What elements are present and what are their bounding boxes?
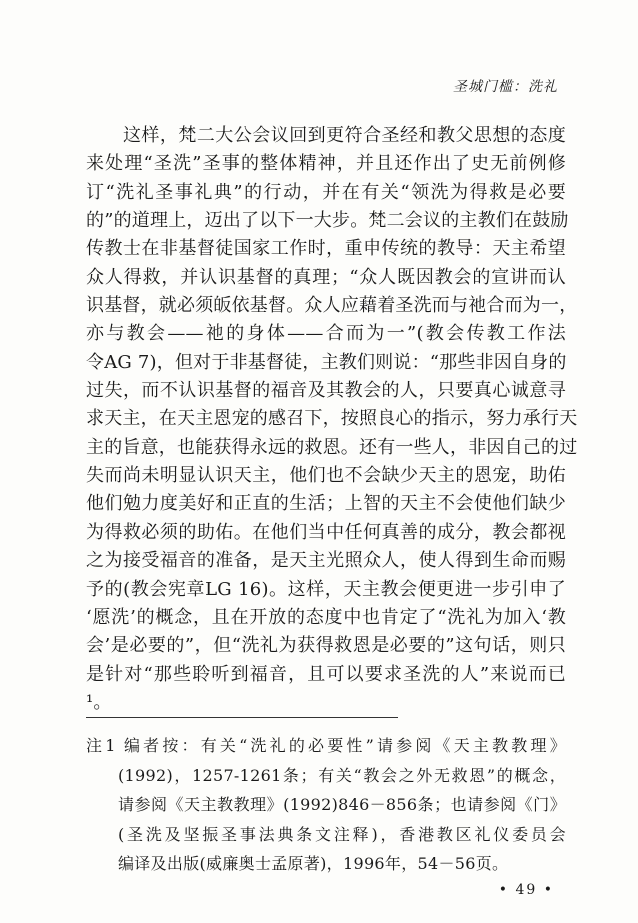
body-line: 识基督，就必须皈依基督。众人应藉着圣洗而与祂合而为一， bbox=[86, 295, 578, 317]
body-line: 之为接受福音的准备，是天主光照众人，使人得到生命而赐 bbox=[86, 550, 566, 572]
body-line: 这样，梵二大公会议回到更符合圣经和教父思想的态度 bbox=[86, 125, 566, 146]
running-head: 圣城门槛：洗礼 bbox=[453, 79, 558, 95]
footnote-divider bbox=[86, 717, 398, 718]
footnote-line: 请参阅《天主教教理》(1992)846－856条；也请参阅《门》 bbox=[118, 795, 566, 814]
body-line: 是针对“那些聆听到福音，且可以要求圣洗的人”来说而已 bbox=[86, 663, 566, 685]
body-line: ¹。 bbox=[86, 691, 112, 713]
body-line: 予的(教会宪章LG 16)。这样，天主教会便更进一步引申了 bbox=[86, 578, 566, 600]
body-line: 求天主，在天主恩宠的感召下，按照良心的指示，努力承行天 bbox=[86, 408, 578, 430]
footnote-line: 编译及出版(威廉奥士孟原著)，1996年，54－56页。 bbox=[118, 854, 509, 873]
page-number: • 49 • bbox=[498, 882, 554, 898]
body-line: 亦与教会——祂的身体——合而为一”(教会传教工作法 bbox=[86, 323, 566, 345]
body-line: 为得救必须的助佑。在他们当中任何真善的成分，教会都视 bbox=[86, 521, 566, 543]
footnote-line: (圣洗及坚振圣事法典条文注释)，香港教区礼仪委员会 bbox=[118, 824, 566, 844]
body-line: 传教士在非基督徒国家工作时，重申传统的教导：天主希望 bbox=[86, 238, 566, 260]
body-line: 令AG 7)，但对于非基督徒，主教们则说：“那些非因自身的 bbox=[86, 351, 567, 373]
body-line: 来处理“圣洗”圣事的整体精神，并且还作出了史无前例修 bbox=[86, 153, 566, 175]
body-line: 的”的道理上，迈出了以下一大步。梵二会议的主教们在鼓励 bbox=[86, 210, 569, 232]
body-line: 主的旨意，也能获得永远的救恩。还有一些人，非因自己的过 bbox=[86, 436, 578, 458]
footnote-line: (1992)，1257-1261条；有关“教会之外无救恩”的概念， bbox=[118, 765, 566, 785]
body-text bbox=[86, 122, 578, 717]
body-line: 订“洗礼圣事礼典”的行动，并在有关“领洗为得救是必要 bbox=[86, 181, 566, 203]
body-line: 众人得救，并认识基督的真理；“众人既因教会的宣讲而认 bbox=[86, 266, 566, 288]
footnote bbox=[86, 731, 566, 879]
body-line: 失而尚未明显认识天主，他们也不会缺少天主的恩宠，助佑 bbox=[86, 465, 566, 487]
body-line: ‘愿洗’的概念，且在开放的态度中也肯定了“洗礼为加入‘教 bbox=[86, 606, 566, 628]
body-line: 他们勉力度美好和正直的生活；上智的天主不会使他们缺少 bbox=[86, 493, 566, 515]
body-line: 过失，而不认识基督的福音及其教会的人，只要真心诚意寻 bbox=[86, 380, 566, 402]
body-line: 会’是必要的”，但“洗礼为获得救恩是必要的”这句话，则只 bbox=[86, 635, 566, 657]
footnote-line: 注1 编者按：有关“洗礼的必要性”请参阅《天主教教理》 bbox=[86, 736, 566, 755]
